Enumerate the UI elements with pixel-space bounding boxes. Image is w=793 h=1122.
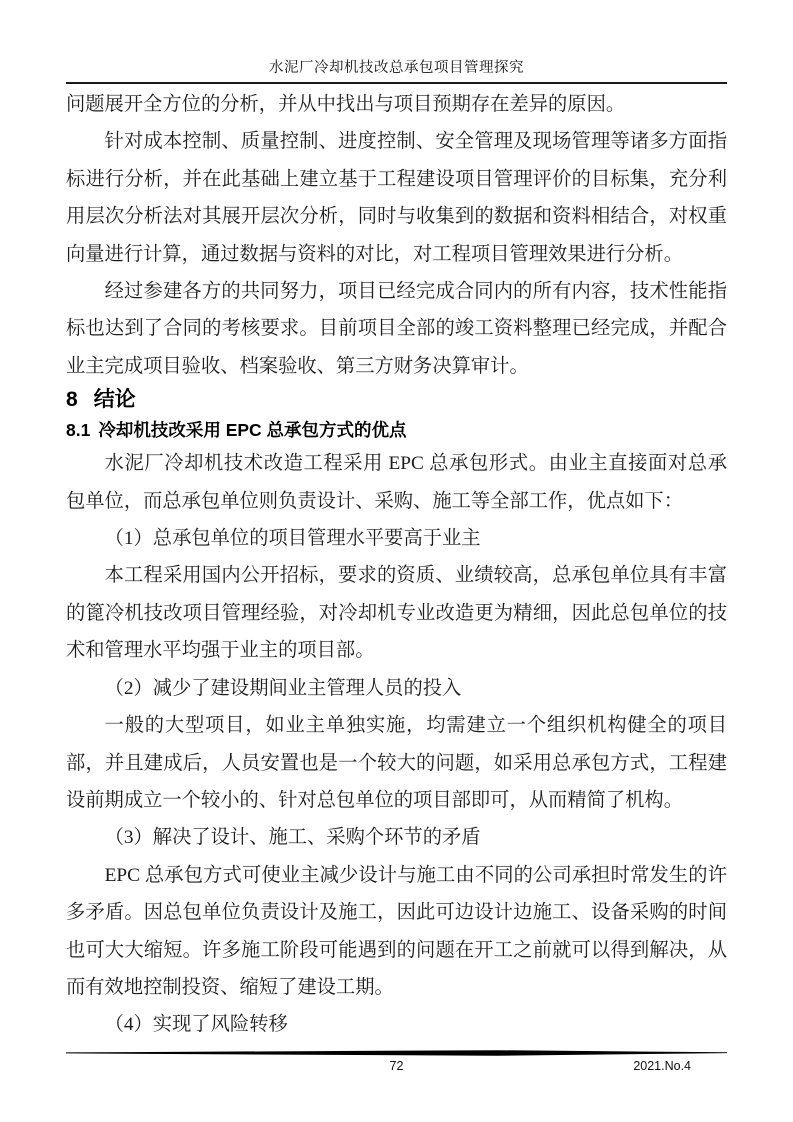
page-number: 72 — [389, 1059, 404, 1073]
paragraph: 一般的大型项目，如业主单独实施，均需建立一个组织机构健全的项目部，并且建成后，人员安置也是一个较大的问题，如采用总承包方式，工程建设前期成立一个较小的、针对总包单位的项目部即可，从而精简了机构。 — [66, 715, 727, 811]
paragraph: 水泥厂冷却机技术改造工程采用 EPC 总承包形式。由业主直接面对总承包单位，而总承包单位则负责设计、采购、施工等全部工作，优点如下： — [66, 453, 727, 512]
list-item-1: （1）总承包单位的项目管理水平要高于业主 — [104, 528, 481, 550]
footer-row — [66, 1059, 727, 1074]
subsection-heading — [66, 415, 727, 445]
footer-tapered-rule — [66, 1050, 727, 1056]
paragraph: 本工程采用国内公开招标，要求的资质、业绩较高，总承包单位具有丰富的篦冷机技改项目管理经验，对冷却机专业改造更为精细，因此总包单位的技术和管理水平均强于业主的项目部。 — [66, 565, 727, 662]
subsection-number: 8.1 — [66, 420, 91, 441]
paragraph: EPC 总承包方式可使业主减少设计与施工由不同的公司承担时常发生的许多矛盾。因总包单位负责设计及施工，因此可边设计边施工、设备采购的时间也可大大缩短。许多施工阶段可能遇到的问题在开工之前就可以得到解决，从而有效地控制投资、缩短了建设工期。 — [66, 864, 727, 998]
list-item-4: （4）实现了风险转移 — [104, 1014, 288, 1036]
page-footer — [66, 1050, 727, 1074]
list-item-3: （3）解决了设计、施工、采购个环节的矛盾 — [104, 827, 481, 849]
subsection-title: 冷却机技改采用 EPC 总承包方式的优点 — [98, 420, 407, 441]
page-header — [66, 0, 727, 84]
section-title: 结论 — [93, 388, 136, 412]
running-title: 水泥厂冷却机技改总承包项目管理探究 — [269, 60, 524, 76]
page-body — [66, 86, 727, 1044]
paragraph-continuation: 问题展开全方位的分析，并从中找出与项目预期存在差异的原因。 — [66, 94, 626, 115]
section-heading — [66, 385, 727, 415]
paragraph: 经过参建各方的共同努力，项目已经完成合同内的所有内容，技术性能指标也达到了合同的考核要求。目前项目全部的竣工资料整理已经完成，并配合业主完成项目验收、档案验收、第三方财务决算审计。 — [66, 281, 727, 377]
section-number: 8 — [66, 388, 78, 412]
issue-number: 2021.No.4 — [633, 1059, 691, 1073]
paragraph: 针对成本控制、质量控制、进度控制、安全管理及现场管理等诸多方面指标进行分析，并在此基础上建立基于工程建设项目管理评价的目标集，充分利用层次分析法对其展开层次分析，同时与收集到的数据和资料相结合，对权重向量进行计算，通过数据与资料的对比，对工程项目管理效果进行分析。 — [66, 131, 727, 265]
list-item-2: （2）减少了建设期间业主管理人员的投入 — [104, 677, 462, 699]
